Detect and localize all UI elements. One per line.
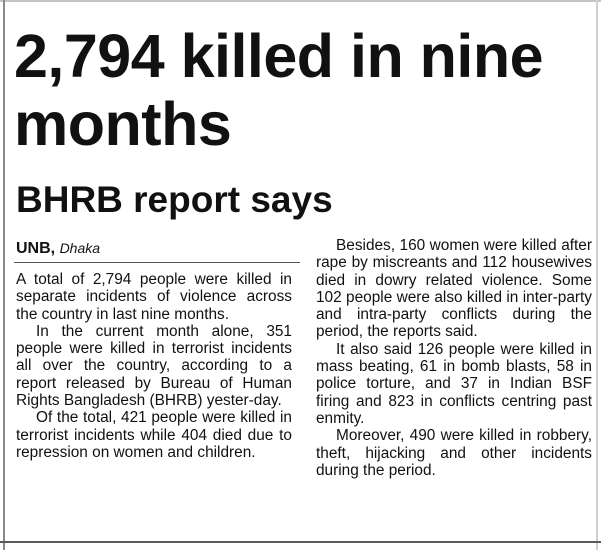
paragraph: Besides, 160 women were killed after rape by miscreants and 112 housewives died in dowry related violence. Some 102 people were also killed in inter-party and intra-party conflicts during the period, the reports said. (316, 237, 592, 341)
headline: 2,794 killed in nine months (14, 22, 544, 158)
byline-rule (14, 262, 300, 263)
left-border (3, 0, 5, 550)
subheadline: BHRB report says (16, 179, 333, 220)
top-border (0, 0, 601, 2)
paragraph: Moreover, 490 were killed in robbery, theft, hijacking and other incidents during the period. (316, 427, 592, 479)
article-column-right (316, 237, 592, 479)
paragraph: Of the total, 421 people were killed in terrorist incidents while 404 died due to repression on women and children. (16, 409, 292, 461)
right-border (596, 0, 598, 550)
bottom-border (0, 541, 601, 543)
paragraph: A total of 2,794 people were killed in separate incidents of violence across the country in last nine months. (16, 271, 292, 323)
article-column-left (16, 271, 292, 461)
byline-agency: UNB, (16, 240, 56, 257)
paragraph: It also said 126 people were killed in mass beating, 61 in bomb blasts, 58 in police torture, and 37 in Indian BSF firing and 823 in conflicts centring past enmity. (316, 340, 592, 427)
paragraph: In the current month alone, 351 people were killed in terrorist incidents all over the country, according to a report released by Bureau of Human Rights Bangladesh (BHRB) yester-day. (16, 322, 292, 410)
byline-city: Dhaka (59, 240, 101, 256)
byline (16, 238, 100, 259)
